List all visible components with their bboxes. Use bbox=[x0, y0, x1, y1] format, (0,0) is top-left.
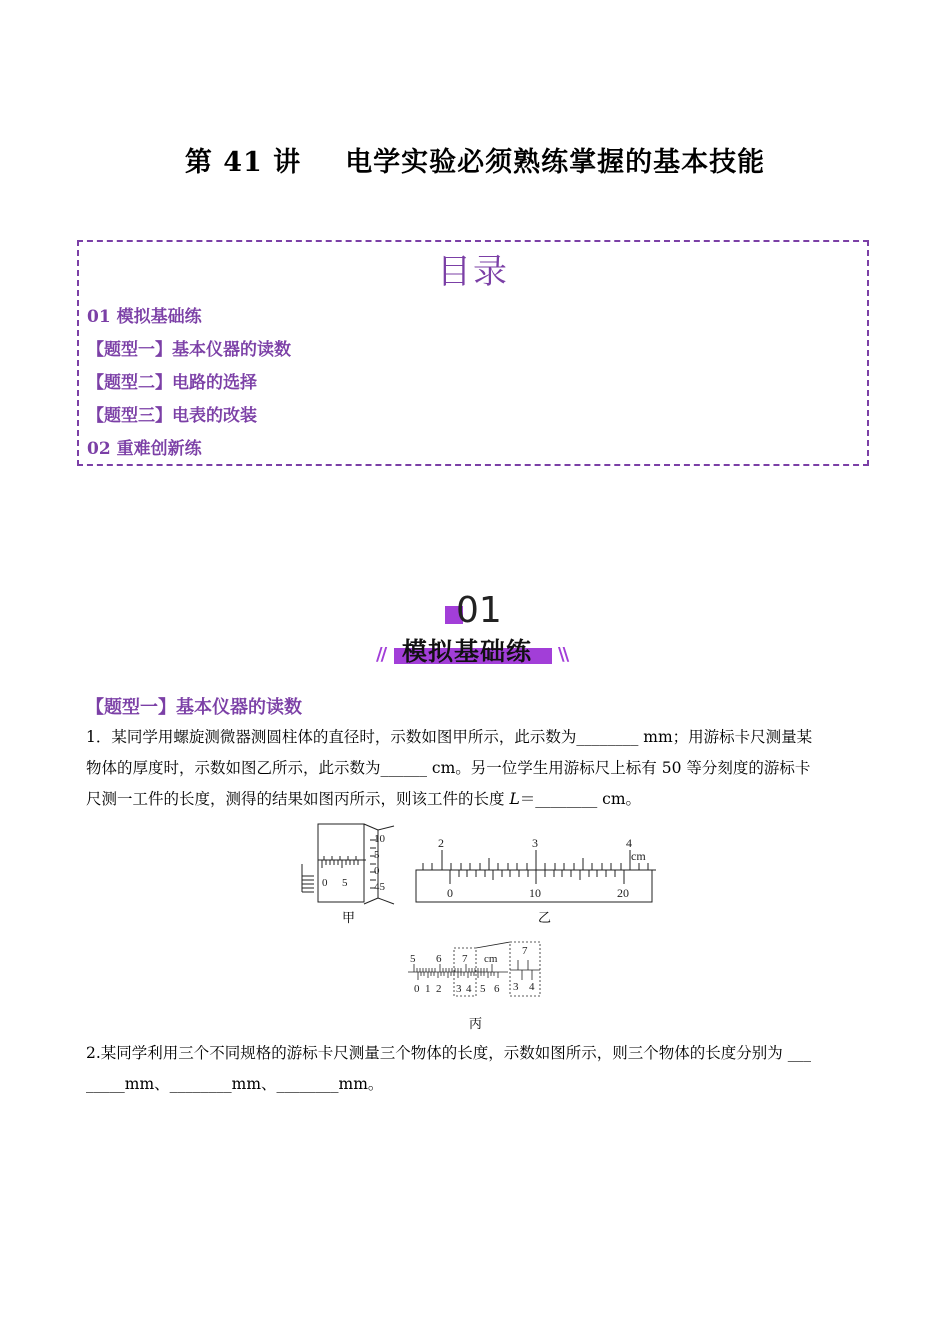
thimble-label: 5 bbox=[374, 849, 380, 861]
question-2-line-1: 2.某同学利用三个不同规格的游标卡尺测量三个物体的长度，示数如图所示，则三个物体的长度分别为 ___ bbox=[86, 1044, 811, 1062]
right-slash-deco: \\ bbox=[558, 644, 568, 665]
toc-item-basic-practice[interactable]: 01 模拟基础练 bbox=[87, 307, 202, 327]
toc-item-type-two[interactable]: 【题型二】电路的选择 bbox=[87, 373, 257, 393]
fifty-division-vernier-figure bbox=[404, 938, 544, 1000]
vernier-scale-label: 2 bbox=[436, 983, 442, 995]
question-type-heading: 【题型一】基本仪器的读数 bbox=[86, 697, 302, 718]
left-slash-deco: // bbox=[376, 644, 386, 665]
main-scale-label: 3 bbox=[532, 836, 538, 850]
vernier-scale-label: 4 bbox=[466, 983, 472, 995]
zoom-label: 3 bbox=[513, 981, 519, 993]
lecture-topic: 电学实验必须熟练掌握的基本技能 bbox=[345, 147, 766, 178]
sleeve-label: 5 bbox=[342, 877, 348, 889]
main-scale-label: 6 bbox=[436, 953, 442, 965]
section-number: 01 bbox=[456, 590, 502, 631]
toc-item-type-three[interactable]: 【题型三】电表的改装 bbox=[87, 406, 257, 426]
vernier-scale-label: 1 bbox=[425, 983, 431, 995]
length-variable: L bbox=[509, 790, 520, 808]
thimble-label: 10 bbox=[374, 833, 385, 845]
main-scale-label: 4 bbox=[626, 836, 632, 850]
sleeve-label: 0 bbox=[322, 877, 328, 889]
main-scale-label: 2 bbox=[438, 836, 444, 850]
question-2-line-2: _____mm、________mm、________mm。 bbox=[86, 1075, 384, 1093]
vernier-scale-label: 5 bbox=[480, 983, 486, 995]
main-scale-label: 5 bbox=[410, 953, 416, 965]
lecture-number: 第 41 讲 bbox=[184, 147, 302, 178]
vernier-scale-label: 0 bbox=[447, 886, 453, 900]
vernier-scale-label: 6 bbox=[494, 983, 500, 995]
thimble-label: 0 bbox=[374, 865, 380, 877]
unit-label: cm bbox=[484, 953, 498, 965]
micrometer-figure bbox=[298, 820, 398, 910]
zoom-label: 4 bbox=[529, 981, 535, 993]
question-1 bbox=[86, 722, 868, 815]
vernier-scale-label: 3 bbox=[456, 983, 462, 995]
question-1-line-1: 1．某同学用螺旋测微器测圆柱体的直径时，示数如图甲所示，此示数为________ mm；用游标卡尺测量某 bbox=[86, 728, 813, 746]
question-1-line-3: 尺测一工件的长度，测得的结果如图丙所示，则该工件的长度 L＝________ cm。 bbox=[86, 790, 642, 808]
thimble-label: 45 bbox=[374, 881, 385, 893]
section-title: 模拟基础练 bbox=[402, 637, 533, 666]
vernier-scale-label: 0 bbox=[414, 983, 420, 995]
vernier-caliper-figure bbox=[412, 832, 658, 906]
toc-heading: 目录 bbox=[437, 252, 509, 292]
figure-bing-caption: 丙 bbox=[469, 1017, 483, 1032]
toc-item-advanced-practice[interactable]: 02 重难创新练 bbox=[87, 439, 202, 459]
question-2 bbox=[86, 1038, 868, 1100]
page-title bbox=[0, 140, 950, 179]
main-scale-label: 7 bbox=[462, 953, 468, 965]
table-of-contents bbox=[77, 240, 869, 466]
toc-item-type-one[interactable]: 【题型一】基本仪器的读数 bbox=[87, 340, 291, 360]
section-badge bbox=[372, 588, 582, 672]
unit-label: cm bbox=[631, 849, 646, 863]
figure-yi-caption: 乙 bbox=[538, 911, 552, 926]
zoom-label: 7 bbox=[522, 945, 528, 957]
vernier-scale-label: 10 bbox=[529, 886, 541, 900]
figure-jia-caption: 甲 bbox=[342, 911, 356, 926]
vernier-scale-label: 20 bbox=[617, 886, 629, 900]
question-1-line-2: 物体的厚度时，示数如图乙所示，此示数为______ cm。另一位学生用游标尺上标有 50 等分刻度的游标卡 bbox=[86, 759, 811, 777]
toc-list bbox=[87, 301, 867, 466]
